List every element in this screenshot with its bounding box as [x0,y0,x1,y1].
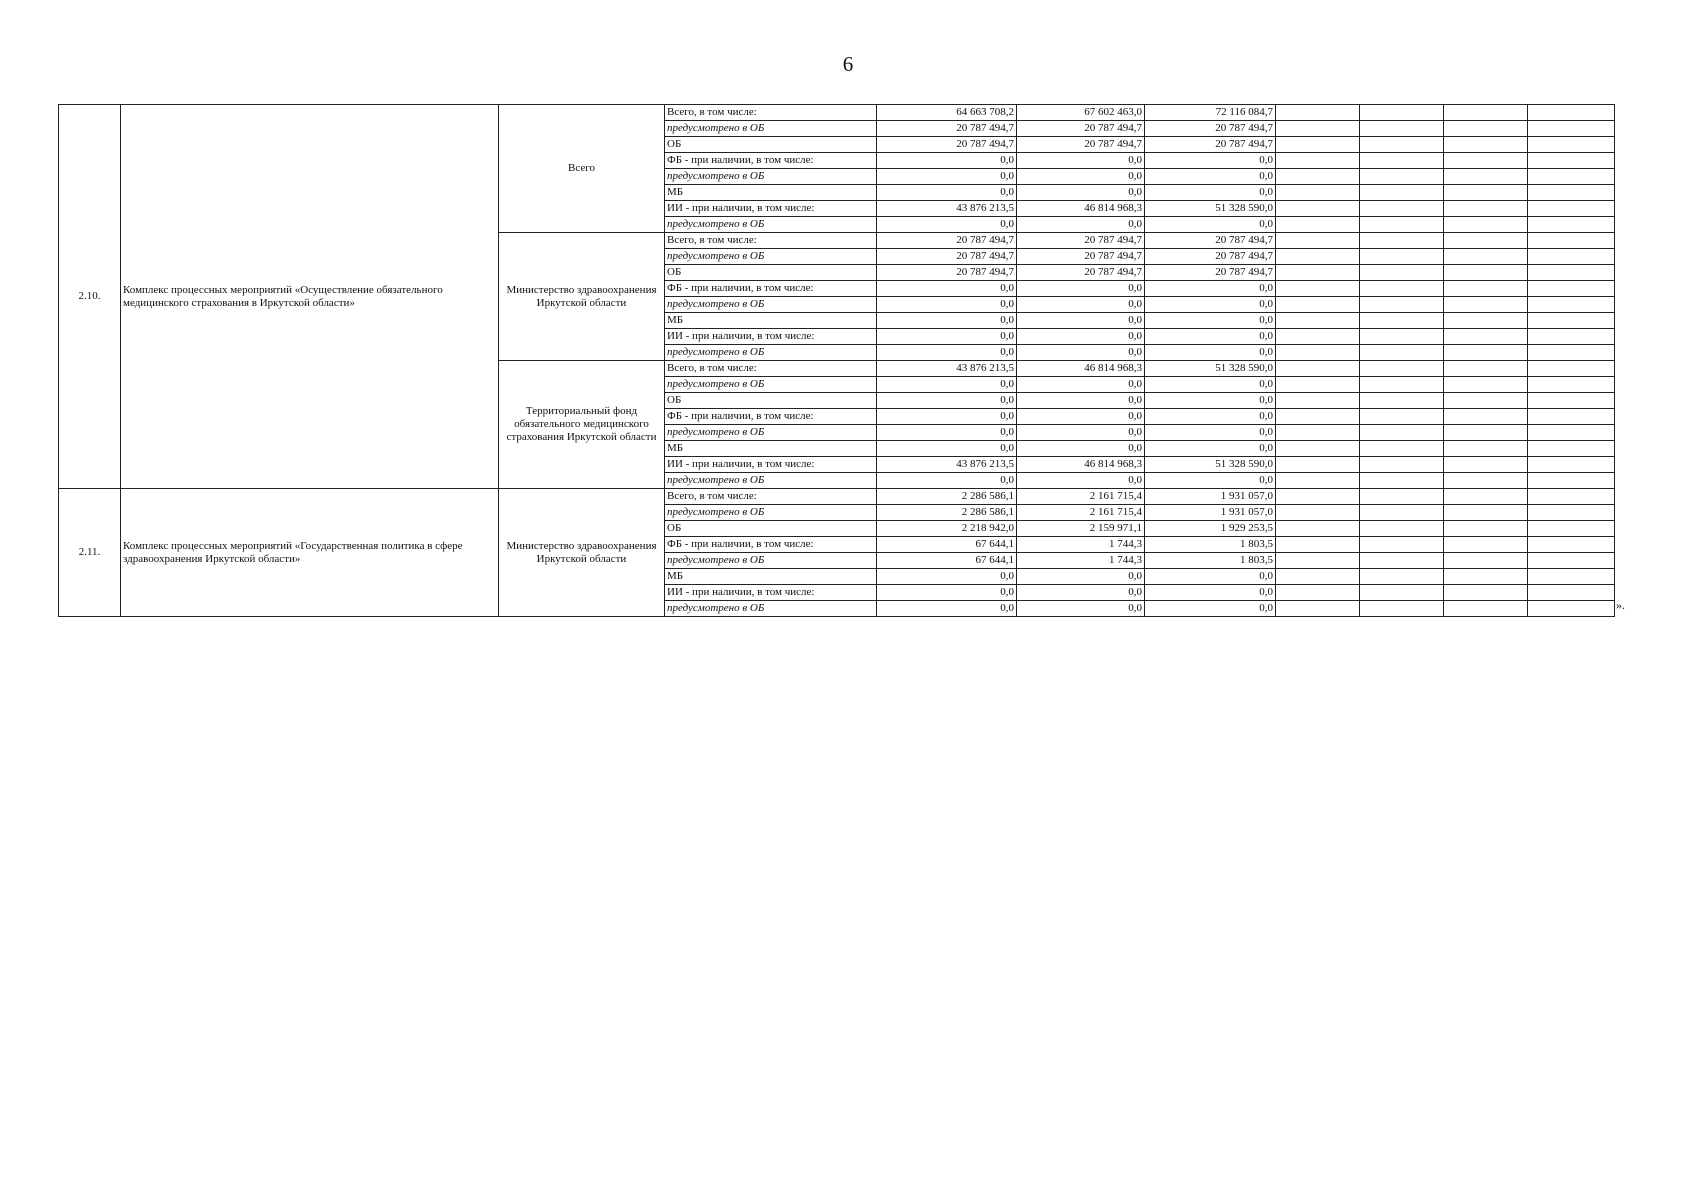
empty-cell [1528,153,1615,169]
amount-cell: 0,0 [1017,425,1145,441]
empty-cell [1444,265,1528,281]
funding-source-label: ФБ - при наличии, в том числе: [665,281,877,297]
amount-cell: 20 787 494,7 [1145,137,1276,153]
empty-cell [1276,377,1360,393]
page-number: 6 [842,52,854,76]
empty-cell [1528,553,1615,569]
empty-cell [1444,153,1528,169]
empty-cell [1360,297,1444,313]
amount-cell: 0,0 [877,313,1017,329]
amount-cell: 20 787 494,7 [1017,233,1145,249]
empty-cell [1528,505,1615,521]
amount-cell: 0,0 [1017,377,1145,393]
empty-cell [1360,473,1444,489]
amount-cell: 67 644,1 [877,537,1017,553]
amount-cell: 20 787 494,7 [1017,265,1145,281]
empty-cell [1444,249,1528,265]
amount-cell: 20 787 494,7 [1145,233,1276,249]
amount-cell: 20 787 494,7 [1145,121,1276,137]
empty-cell [1360,313,1444,329]
amount-cell: 20 787 494,7 [877,233,1017,249]
amount-cell: 20 787 494,7 [877,249,1017,265]
funding-source-label: предусмотрено в ОБ [665,121,877,137]
empty-cell [1444,473,1528,489]
amount-cell: 0,0 [1017,281,1145,297]
executor-cell: Всего [499,105,665,233]
amount-cell: 1 744,3 [1017,553,1145,569]
empty-cell [1528,201,1615,217]
empty-cell [1276,569,1360,585]
empty-cell [1444,505,1528,521]
amount-cell: 0,0 [877,281,1017,297]
amount-cell: 0,0 [877,329,1017,345]
amount-cell: 0,0 [1145,585,1276,601]
amount-cell: 0,0 [1017,313,1145,329]
amount-cell: 0,0 [877,169,1017,185]
amount-cell: 20 787 494,7 [877,265,1017,281]
section-name: Комплекс процессных мероприятий «Осуществление обязательного медицинского страхования в Иркутской области» [121,105,499,489]
amount-cell: 0,0 [1017,441,1145,457]
empty-cell [1276,409,1360,425]
amount-cell: 0,0 [877,393,1017,409]
empty-cell [1444,233,1528,249]
amount-cell: 20 787 494,7 [1145,265,1276,281]
amount-cell: 20 787 494,7 [1017,121,1145,137]
empty-cell [1276,185,1360,201]
funding-source-label: Всего, в том числе: [665,105,877,121]
funding-source-label: ФБ - при наличии, в том числе: [665,537,877,553]
empty-cell [1444,313,1528,329]
empty-cell [1444,457,1528,473]
empty-cell [1360,345,1444,361]
empty-cell [1360,121,1444,137]
empty-cell [1528,601,1615,617]
funding-source-label: предусмотрено в ОБ [665,249,877,265]
empty-cell [1360,585,1444,601]
empty-cell [1528,313,1615,329]
funding-source-label: предусмотрено в ОБ [665,601,877,617]
amount-cell: 67 602 463,0 [1017,105,1145,121]
empty-cell [1360,137,1444,153]
amount-cell: 0,0 [1145,313,1276,329]
amount-cell: 0,0 [1145,569,1276,585]
empty-cell [1276,345,1360,361]
empty-cell [1276,265,1360,281]
empty-cell [1360,441,1444,457]
amount-cell: 0,0 [877,601,1017,617]
amount-cell: 0,0 [877,409,1017,425]
funding-source-label: предусмотрено в ОБ [665,217,877,233]
empty-cell [1528,377,1615,393]
section-number: 2.11. [59,489,121,617]
empty-cell [1276,201,1360,217]
amount-cell: 0,0 [1017,217,1145,233]
empty-cell [1528,521,1615,537]
executor-cell: Министерство здравоохранения Иркутской области [499,489,665,617]
funding-source-label: МБ [665,313,877,329]
amount-cell: 0,0 [1145,297,1276,313]
empty-cell [1360,361,1444,377]
empty-cell [1444,329,1528,345]
empty-cell [1360,537,1444,553]
empty-cell [1360,457,1444,473]
amount-cell: 0,0 [877,217,1017,233]
empty-cell [1360,217,1444,233]
empty-cell [1444,489,1528,505]
amount-cell: 51 328 590,0 [1145,361,1276,377]
amount-cell: 67 644,1 [877,553,1017,569]
empty-cell [1276,249,1360,265]
funding-source-label: предусмотрено в ОБ [665,345,877,361]
empty-cell [1528,137,1615,153]
empty-cell [1360,233,1444,249]
amount-cell: 0,0 [1017,185,1145,201]
empty-cell [1276,425,1360,441]
amount-cell: 0,0 [1145,377,1276,393]
amount-cell: 20 787 494,7 [1145,249,1276,265]
amount-cell: 64 663 708,2 [877,105,1017,121]
amount-cell: 43 876 213,5 [877,201,1017,217]
amount-cell: 2 161 715,4 [1017,489,1145,505]
section-name: Комплекс процессных мероприятий «Государственная политика в сфере здравоохранения Иркутской области» [121,489,499,617]
amount-cell: 0,0 [877,569,1017,585]
funding-source-label: предусмотрено в ОБ [665,553,877,569]
empty-cell [1528,297,1615,313]
empty-cell [1444,441,1528,457]
funding-source-label: ИИ - при наличии, в том числе: [665,457,877,473]
funding-source-label: ОБ [665,265,877,281]
empty-cell [1528,105,1615,121]
empty-cell [1360,409,1444,425]
funding-source-label: предусмотрено в ОБ [665,473,877,489]
empty-cell [1276,137,1360,153]
funding-source-label: ФБ - при наличии, в том числе: [665,153,877,169]
empty-cell [1528,361,1615,377]
empty-cell [1444,553,1528,569]
amount-cell: 43 876 213,5 [877,361,1017,377]
empty-cell [1444,185,1528,201]
amount-cell: 46 814 968,3 [1017,201,1145,217]
amount-cell: 0,0 [1145,185,1276,201]
amount-cell: 0,0 [877,441,1017,457]
empty-cell [1444,393,1528,409]
empty-cell [1276,537,1360,553]
empty-cell [1276,169,1360,185]
empty-cell [1528,329,1615,345]
amount-cell: 0,0 [1017,297,1145,313]
empty-cell [1528,441,1615,457]
empty-cell [1444,425,1528,441]
amount-cell: 0,0 [1017,393,1145,409]
empty-cell [1276,153,1360,169]
amount-cell: 20 787 494,7 [1017,137,1145,153]
empty-cell [1444,281,1528,297]
empty-cell [1360,393,1444,409]
amount-cell: 51 328 590,0 [1145,201,1276,217]
empty-cell [1276,297,1360,313]
amount-cell: 1 803,5 [1145,553,1276,569]
empty-cell [1360,169,1444,185]
amount-cell: 0,0 [1145,409,1276,425]
amount-cell: 0,0 [877,425,1017,441]
amount-cell: 0,0 [1017,345,1145,361]
funding-source-label: МБ [665,185,877,201]
table-row [59,105,1615,121]
empty-cell [1528,409,1615,425]
empty-cell [1444,409,1528,425]
empty-cell [1444,585,1528,601]
empty-cell [1528,233,1615,249]
amount-cell: 2 286 586,1 [877,489,1017,505]
empty-cell [1360,505,1444,521]
funding-source-label: предусмотрено в ОБ [665,425,877,441]
empty-cell [1444,201,1528,217]
amount-cell: 0,0 [1145,425,1276,441]
empty-cell [1360,185,1444,201]
empty-cell [1276,233,1360,249]
empty-cell [1528,281,1615,297]
funding-source-label: ИИ - при наличии, в том числе: [665,329,877,345]
funding-source-label: ОБ [665,137,877,153]
amount-cell: 0,0 [877,585,1017,601]
empty-cell [1276,281,1360,297]
empty-cell [1528,569,1615,585]
amount-cell: 0,0 [1145,601,1276,617]
empty-cell [1528,169,1615,185]
empty-cell [1360,265,1444,281]
empty-cell [1444,169,1528,185]
amount-cell: 0,0 [1145,441,1276,457]
amount-cell: 0,0 [877,377,1017,393]
empty-cell [1528,345,1615,361]
empty-cell [1528,121,1615,137]
empty-cell [1528,585,1615,601]
empty-cell [1360,281,1444,297]
empty-cell [1276,121,1360,137]
amount-cell: 0,0 [877,297,1017,313]
empty-cell [1360,569,1444,585]
empty-cell [1276,473,1360,489]
empty-cell [1528,265,1615,281]
amount-cell: 0,0 [1145,169,1276,185]
empty-cell [1528,217,1615,233]
amount-cell: 0,0 [1145,329,1276,345]
funding-source-label: предусмотрено в ОБ [665,297,877,313]
section-number: 2.10. [59,105,121,489]
amount-cell: 0,0 [1017,601,1145,617]
amount-cell: 20 787 494,7 [877,121,1017,137]
amount-cell: 0,0 [1017,473,1145,489]
executor-cell: Территориальный фонд обязательного медицинского страхования Иркутской области [499,361,665,489]
empty-cell [1444,601,1528,617]
executor-cell: Министерство здравоохранения Иркутской области [499,233,665,361]
amount-cell: 0,0 [1145,345,1276,361]
amount-cell: 0,0 [1017,409,1145,425]
empty-cell [1444,345,1528,361]
empty-cell [1276,489,1360,505]
amount-cell: 46 814 968,3 [1017,361,1145,377]
empty-cell [1360,201,1444,217]
empty-cell [1276,313,1360,329]
empty-cell [1360,521,1444,537]
amount-cell: 0,0 [877,153,1017,169]
empty-cell [1444,105,1528,121]
empty-cell [1360,601,1444,617]
empty-cell [1360,377,1444,393]
amount-cell: 20 787 494,7 [877,137,1017,153]
empty-cell [1276,457,1360,473]
empty-cell [1360,105,1444,121]
empty-cell [1528,473,1615,489]
amount-cell: 2 161 715,4 [1017,505,1145,521]
empty-cell [1360,425,1444,441]
amount-cell: 2 218 942,0 [877,521,1017,537]
empty-cell [1528,457,1615,473]
amount-cell: 0,0 [1017,569,1145,585]
amount-cell: 0,0 [1017,585,1145,601]
empty-cell [1528,489,1615,505]
funding-source-label: ОБ [665,393,877,409]
empty-cell [1276,217,1360,233]
funding-source-label: Всего, в том числе: [665,489,877,505]
empty-cell [1276,505,1360,521]
funding-source-label: ИИ - при наличии, в том числе: [665,201,877,217]
empty-cell [1444,121,1528,137]
funding-source-label: Всего, в том числе: [665,233,877,249]
funding-source-label: ФБ - при наличии, в том числе: [665,409,877,425]
amount-cell: 0,0 [1145,153,1276,169]
amount-cell: 0,0 [877,473,1017,489]
empty-cell [1360,153,1444,169]
funding-source-label: ОБ [665,521,877,537]
funding-source-label: предусмотрено в ОБ [665,169,877,185]
amount-cell: 2 159 971,1 [1017,521,1145,537]
amount-cell: 0,0 [1017,153,1145,169]
empty-cell [1276,329,1360,345]
amount-cell: 1 929 253,5 [1145,521,1276,537]
amount-cell: 20 787 494,7 [1017,249,1145,265]
amount-cell: 2 286 586,1 [877,505,1017,521]
empty-cell [1528,425,1615,441]
budget-table [58,104,1615,617]
funding-source-label: МБ [665,569,877,585]
amount-cell: 1 931 057,0 [1145,489,1276,505]
funding-source-label: предусмотрено в ОБ [665,377,877,393]
funding-source-label: МБ [665,441,877,457]
amount-cell: 0,0 [1145,217,1276,233]
table-row [59,489,1615,505]
empty-cell [1528,249,1615,265]
empty-cell [1528,185,1615,201]
empty-cell [1276,585,1360,601]
empty-cell [1276,553,1360,569]
amount-cell: 72 116 084,7 [1145,105,1276,121]
empty-cell [1360,489,1444,505]
amount-cell: 1 803,5 [1145,537,1276,553]
funding-source-label: ИИ - при наличии, в том числе: [665,585,877,601]
empty-cell [1276,521,1360,537]
empty-cell [1444,297,1528,313]
empty-cell [1276,441,1360,457]
empty-cell [1360,553,1444,569]
amount-cell: 43 876 213,5 [877,457,1017,473]
amount-cell: 0,0 [1145,473,1276,489]
funding-source-label: Всего, в том числе: [665,361,877,377]
empty-cell [1444,361,1528,377]
amount-cell: 1 931 057,0 [1145,505,1276,521]
empty-cell [1276,361,1360,377]
empty-cell [1528,393,1615,409]
empty-cell [1360,249,1444,265]
empty-cell [1444,521,1528,537]
closing-quote-mark: ». [1616,598,1625,612]
empty-cell [1444,569,1528,585]
empty-cell [1276,393,1360,409]
amount-cell: 0,0 [1145,393,1276,409]
amount-cell: 46 814 968,3 [1017,457,1145,473]
empty-cell [1276,601,1360,617]
empty-cell [1276,105,1360,121]
amount-cell: 1 744,3 [1017,537,1145,553]
empty-cell [1444,537,1528,553]
amount-cell: 51 328 590,0 [1145,457,1276,473]
empty-cell [1444,137,1528,153]
amount-cell: 0,0 [877,185,1017,201]
amount-cell: 0,0 [1017,169,1145,185]
empty-cell [1360,329,1444,345]
budget-table-body [59,105,1615,617]
empty-cell [1528,537,1615,553]
amount-cell: 0,0 [1145,281,1276,297]
amount-cell: 0,0 [1017,329,1145,345]
empty-cell [1444,377,1528,393]
empty-cell [1444,217,1528,233]
amount-cell: 0,0 [877,345,1017,361]
funding-source-label: предусмотрено в ОБ [665,505,877,521]
